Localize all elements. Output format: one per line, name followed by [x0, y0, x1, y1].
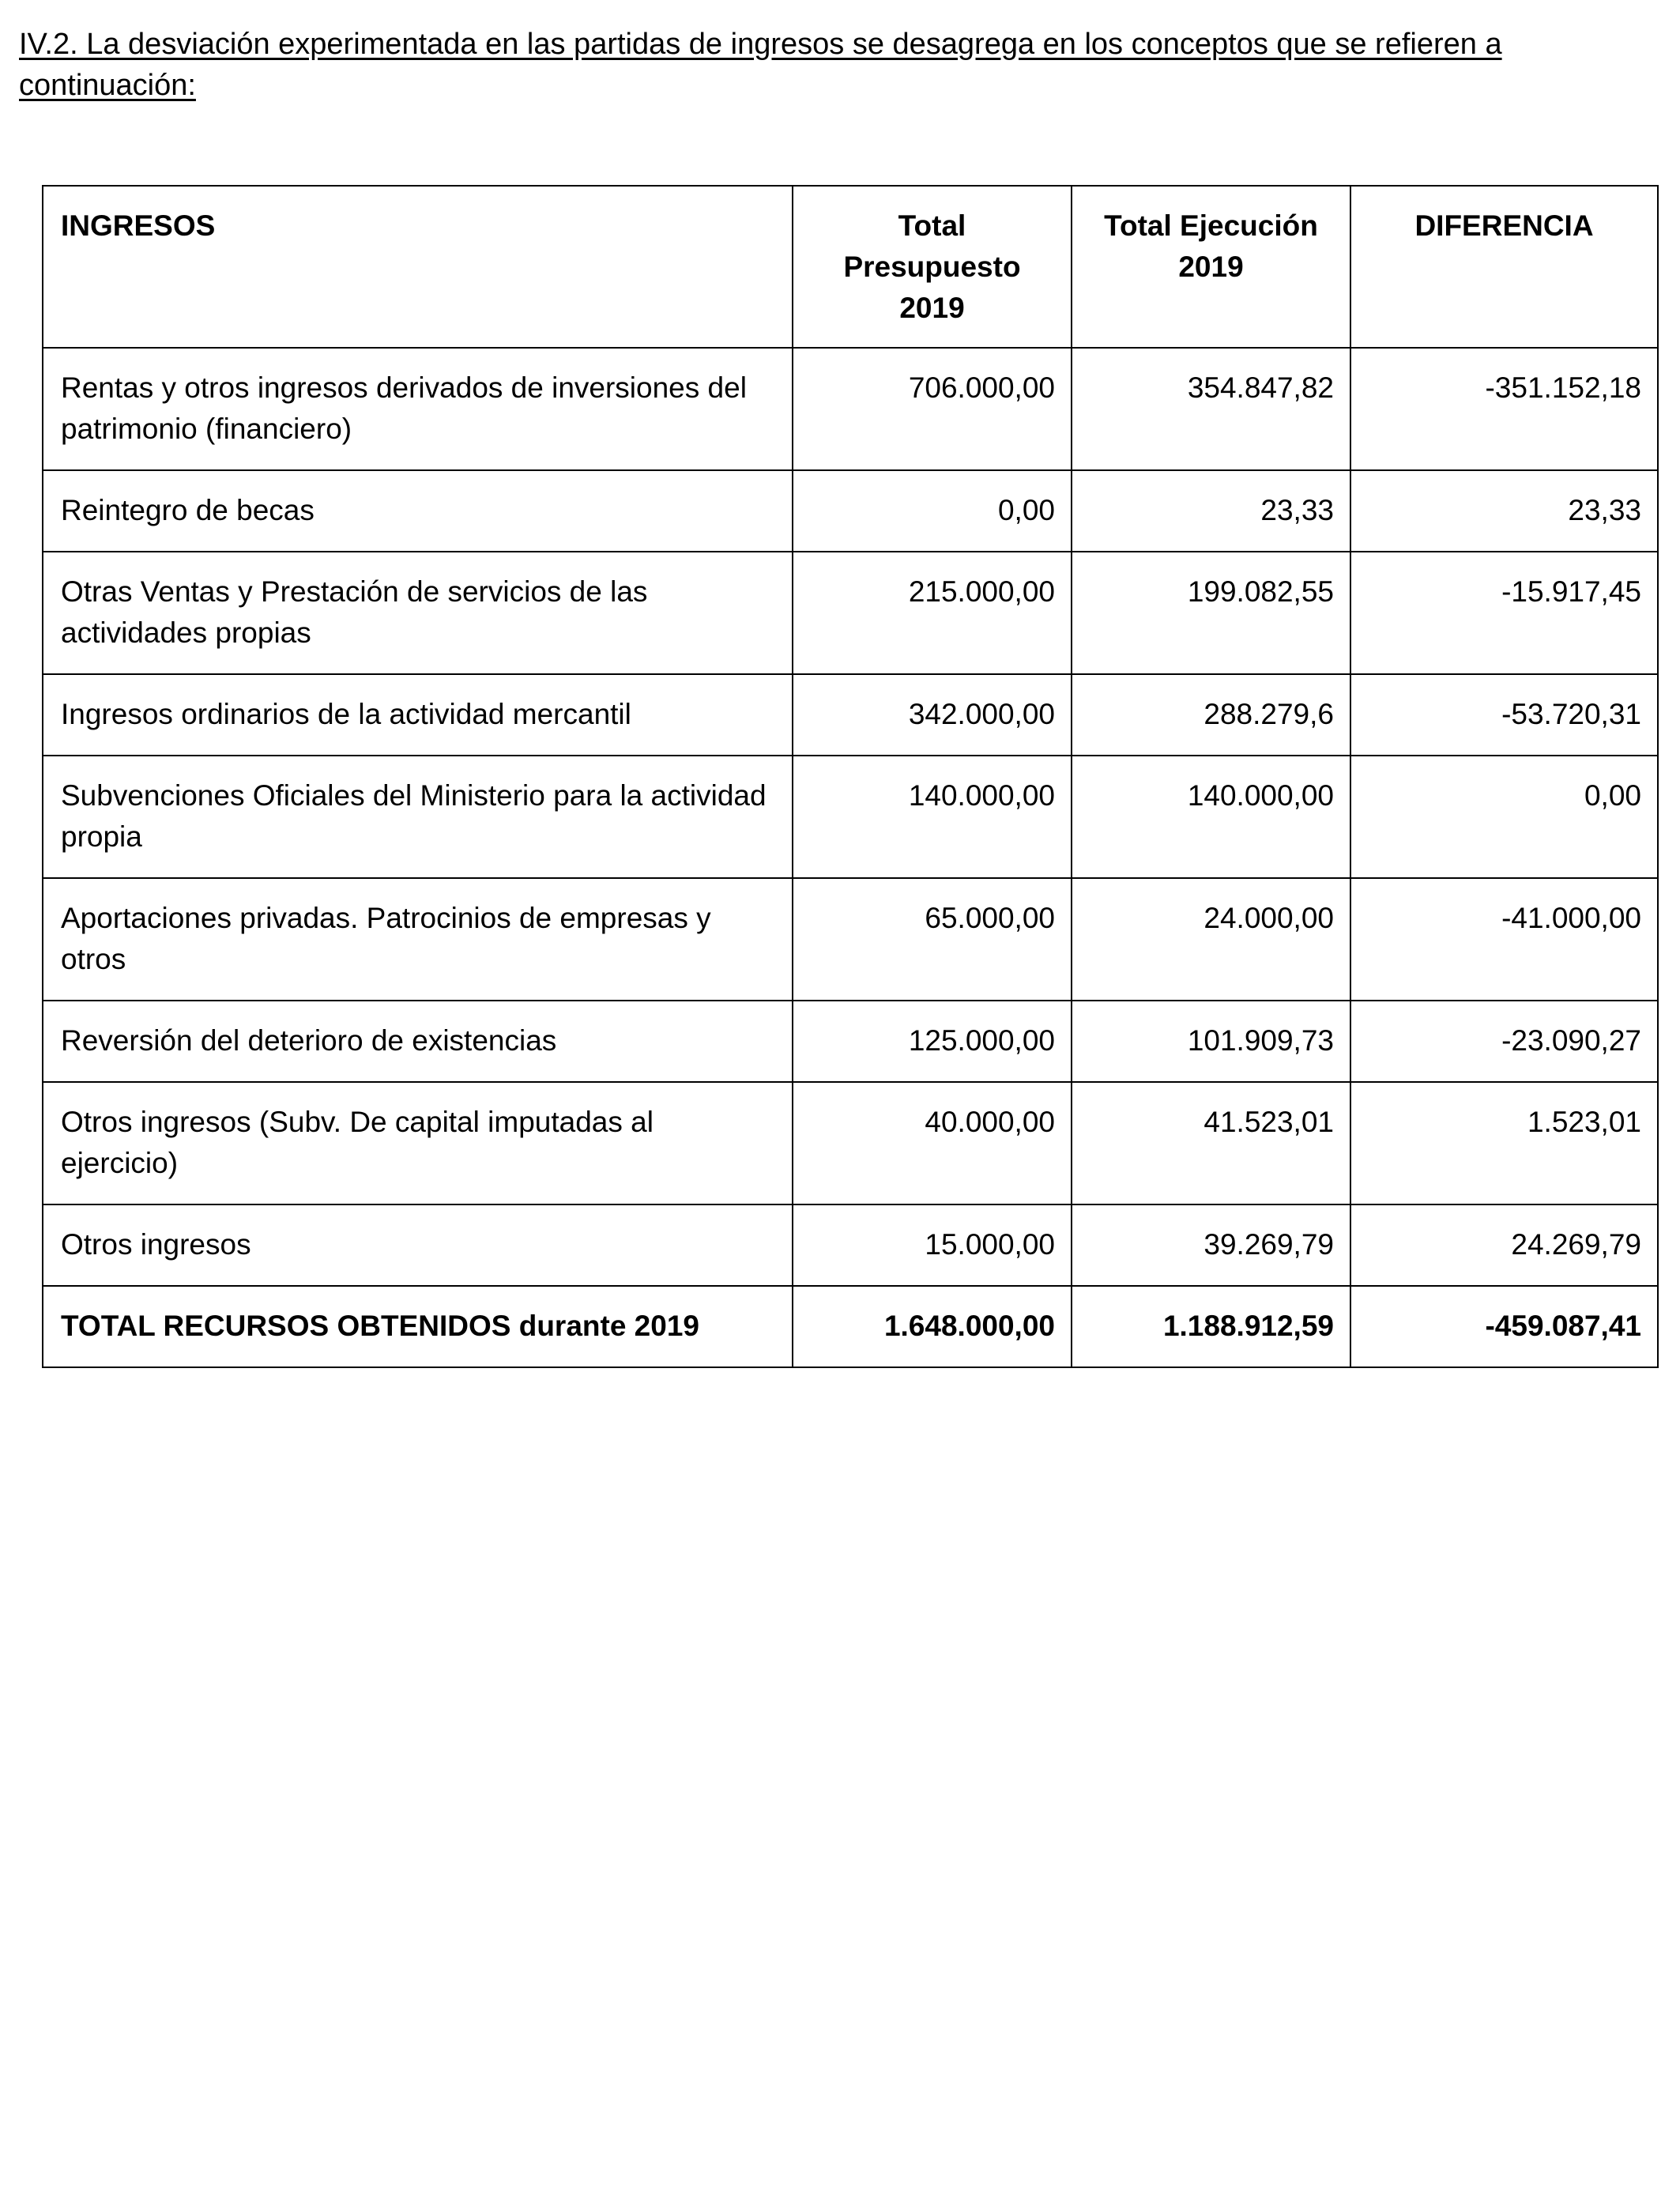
row-execution: 354.847,82: [1072, 348, 1350, 470]
row-difference: -23.090,27: [1350, 1001, 1658, 1082]
row-concept: Otros ingresos: [43, 1204, 793, 1286]
row-execution: 288.279,6: [1072, 674, 1350, 756]
row-difference: -41.000,00: [1350, 878, 1658, 1001]
row-concept: Reintegro de becas: [43, 470, 793, 552]
row-concept: Aportaciones privadas. Patrocinios de empresas y otros: [43, 878, 793, 1001]
row-budget: 0,00: [793, 470, 1072, 552]
table-row: [43, 1204, 1658, 1286]
table-row: [43, 348, 1658, 470]
row-budget: 140.000,00: [793, 756, 1072, 878]
row-concept: Otras Ventas y Prestación de servicios de las actividades propias: [43, 552, 793, 674]
total-budget: 1.648.000,00: [793, 1286, 1072, 1367]
table-row: [43, 756, 1658, 878]
row-budget: 342.000,00: [793, 674, 1072, 756]
table-header-row: [43, 186, 1658, 348]
header-budget: Total Presupuesto 2019: [793, 186, 1072, 348]
row-execution: 140.000,00: [1072, 756, 1350, 878]
row-difference: 24.269,79: [1350, 1204, 1658, 1286]
income-table: [42, 185, 1659, 1368]
row-execution: 101.909,73: [1072, 1001, 1350, 1082]
row-difference: 23,33: [1350, 470, 1658, 552]
row-budget: 40.000,00: [793, 1082, 1072, 1204]
row-execution: 199.082,55: [1072, 552, 1350, 674]
section-heading: IV.2. La desviación experimentada en las partidas de ingresos se desagrega en los conceptos que se refieren a continuación:: [19, 28, 1502, 102]
total-execution: 1.188.912,59: [1072, 1286, 1350, 1367]
row-budget: 125.000,00: [793, 1001, 1072, 1082]
total-row: [43, 1286, 1658, 1367]
row-execution: 39.269,79: [1072, 1204, 1350, 1286]
table-row: [43, 674, 1658, 756]
table-row: [43, 470, 1658, 552]
header-difference: DIFERENCIA: [1350, 186, 1658, 348]
row-difference: -15.917,45: [1350, 552, 1658, 674]
row-concept: Reversión del deterioro de existencias: [43, 1001, 793, 1082]
table-row: [43, 1082, 1658, 1204]
row-concept: Otros ingresos (Subv. De capital imputadas al ejercicio): [43, 1082, 793, 1204]
row-concept: Ingresos ordinarios de la actividad mercantil: [43, 674, 793, 756]
header-concept: INGRESOS: [43, 186, 793, 348]
row-difference: -351.152,18: [1350, 348, 1658, 470]
table-row: [43, 1001, 1658, 1082]
total-difference: -459.087,41: [1350, 1286, 1658, 1367]
header-execution: Total Ejecución 2019: [1072, 186, 1350, 348]
row-difference: -53.720,31: [1350, 674, 1658, 756]
table-row: [43, 552, 1658, 674]
table-row: [43, 878, 1658, 1001]
total-concept: TOTAL RECURSOS OBTENIDOS durante 2019: [43, 1286, 793, 1367]
row-budget: 215.000,00: [793, 552, 1072, 674]
row-difference: 1.523,01: [1350, 1082, 1658, 1204]
row-concept: Rentas y otros ingresos derivados de inversiones del patrimonio (financiero): [43, 348, 793, 470]
row-execution: 24.000,00: [1072, 878, 1350, 1001]
row-budget: 15.000,00: [793, 1204, 1072, 1286]
row-concept: Subvenciones Oficiales del Ministerio para la actividad propia: [43, 756, 793, 878]
row-execution: 23,33: [1072, 470, 1350, 552]
row-execution: 41.523,01: [1072, 1082, 1350, 1204]
row-budget: 65.000,00: [793, 878, 1072, 1001]
row-budget: 706.000,00: [793, 348, 1072, 470]
row-difference: 0,00: [1350, 756, 1658, 878]
